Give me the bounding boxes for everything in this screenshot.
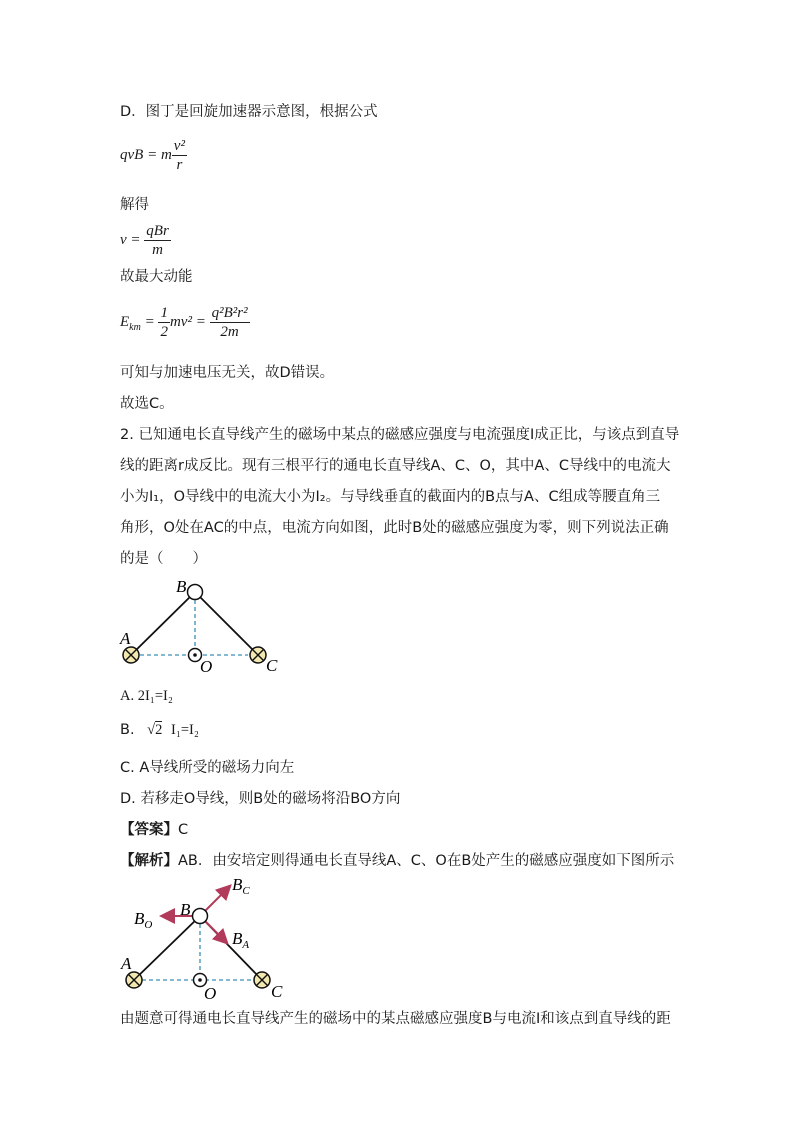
max-ke-word: 故最大动能 bbox=[120, 269, 193, 285]
wire-b-circle-2 bbox=[193, 909, 208, 924]
formula-lorentz-den: r bbox=[176, 157, 183, 173]
formula-lorentz bbox=[120, 137, 187, 174]
ke-frac-den: 2m bbox=[220, 324, 239, 340]
option-b-rest: I₁=I₂ bbox=[171, 722, 199, 738]
question2-line3: 小为I₁，O导线中的电流大小为I₂。与导线垂直的截面内的B点与A、C组成等腰直角三 bbox=[120, 489, 661, 505]
option-b-sqrt: √2 bbox=[147, 722, 163, 738]
analysis-label: 【解析】 bbox=[120, 853, 178, 869]
formula-velocity bbox=[120, 222, 171, 259]
formula-velocity-den: m bbox=[152, 242, 163, 258]
wire-diagram-figure bbox=[110, 578, 300, 678]
ke-half-num: 1 bbox=[160, 305, 168, 321]
wire-c-into-page-icon-2 bbox=[254, 972, 270, 988]
answer-label: 【答案】 bbox=[120, 822, 178, 838]
question2-line4: 角形，O处在AC的中点，电流方向如图，此时B处的磁感应强度为零，则下列说法正确 bbox=[120, 520, 669, 536]
ke-symbol: E bbox=[120, 313, 130, 330]
analysis-text: AB．由安培定则得通电长直导线A、C、O在B处产生的磁感应强度如下图所示 bbox=[178, 853, 675, 869]
answer-value: C bbox=[178, 822, 189, 838]
line-bc bbox=[195, 592, 258, 655]
label-bc: $B_C$ bbox=[232, 875, 250, 897]
wire-c-into-page-icon bbox=[250, 647, 266, 663]
label-a-2: A bbox=[121, 954, 132, 973]
question2-line5: 的是（ ） bbox=[120, 551, 207, 567]
wire-a-into-page-icon bbox=[123, 647, 139, 663]
ke-mv2: mv² = bbox=[169, 313, 210, 330]
solution-d-conclusion: 可知与加速电压无关，故D错误。 bbox=[120, 365, 335, 381]
line-ab bbox=[131, 592, 195, 655]
option-b-sqrt-value: 2 bbox=[155, 722, 163, 738]
question2-line1: 2. 已知通电长直导线产生的磁场中某点的磁感应强度与电流强度I成正比，与该点到直导 bbox=[120, 427, 680, 443]
label-o-2: O bbox=[204, 984, 217, 1003]
label-b: B bbox=[176, 578, 187, 596]
option-b bbox=[120, 720, 199, 740]
option-d: D. 若移走O导线，则B处的磁场将沿BO方向 bbox=[120, 791, 401, 807]
ke-half-den: 2 bbox=[160, 324, 168, 340]
formula-velocity-num: qBr bbox=[146, 223, 169, 239]
ke-subscript: km bbox=[129, 321, 141, 333]
label-b-2: B bbox=[180, 900, 191, 919]
formula-velocity-lhs: v = bbox=[120, 231, 145, 248]
wire-a-into-page-icon-2 bbox=[126, 972, 142, 988]
answer-choice-c: 故选C。 bbox=[120, 396, 174, 412]
solution-d-intro: D．图丁是回旋加速器示意图，根据公式 bbox=[120, 104, 378, 120]
solve-word: 解得 bbox=[120, 197, 149, 213]
label-c: C bbox=[266, 656, 278, 675]
option-b-prefix: B. bbox=[120, 722, 135, 738]
answer-line bbox=[120, 820, 188, 840]
field-vector-figure bbox=[110, 868, 310, 1006]
formula-lorentz-num: v² bbox=[173, 138, 185, 154]
formula-kinetic-energy bbox=[120, 304, 250, 341]
label-bo: $B_O$ bbox=[134, 909, 153, 931]
label-c-2: C bbox=[271, 982, 283, 1001]
ke-eq1: = bbox=[140, 313, 159, 330]
question2-line2: 线的距离r成反比。现有三根平行的通电长直导线A、C、O，其中A、C导线中的电流大 bbox=[120, 458, 671, 474]
formula-lorentz-lhs: qvB = m bbox=[120, 146, 172, 163]
option-a: A. 2I₁=I₂ bbox=[120, 688, 173, 704]
option-c: C. A导线所受的磁场力向左 bbox=[120, 760, 295, 776]
label-a: A bbox=[120, 629, 131, 648]
label-ba: $B_A$ bbox=[232, 929, 250, 951]
label-o: O bbox=[200, 657, 213, 676]
analysis-last-line: 由题意可得通电长直导线产生的磁场中的某点磁感应强度B与电流I和该点到直导线的距 bbox=[120, 1011, 671, 1027]
wire-b-circle bbox=[188, 585, 203, 600]
ke-frac-num: q²B²r² bbox=[211, 305, 248, 321]
